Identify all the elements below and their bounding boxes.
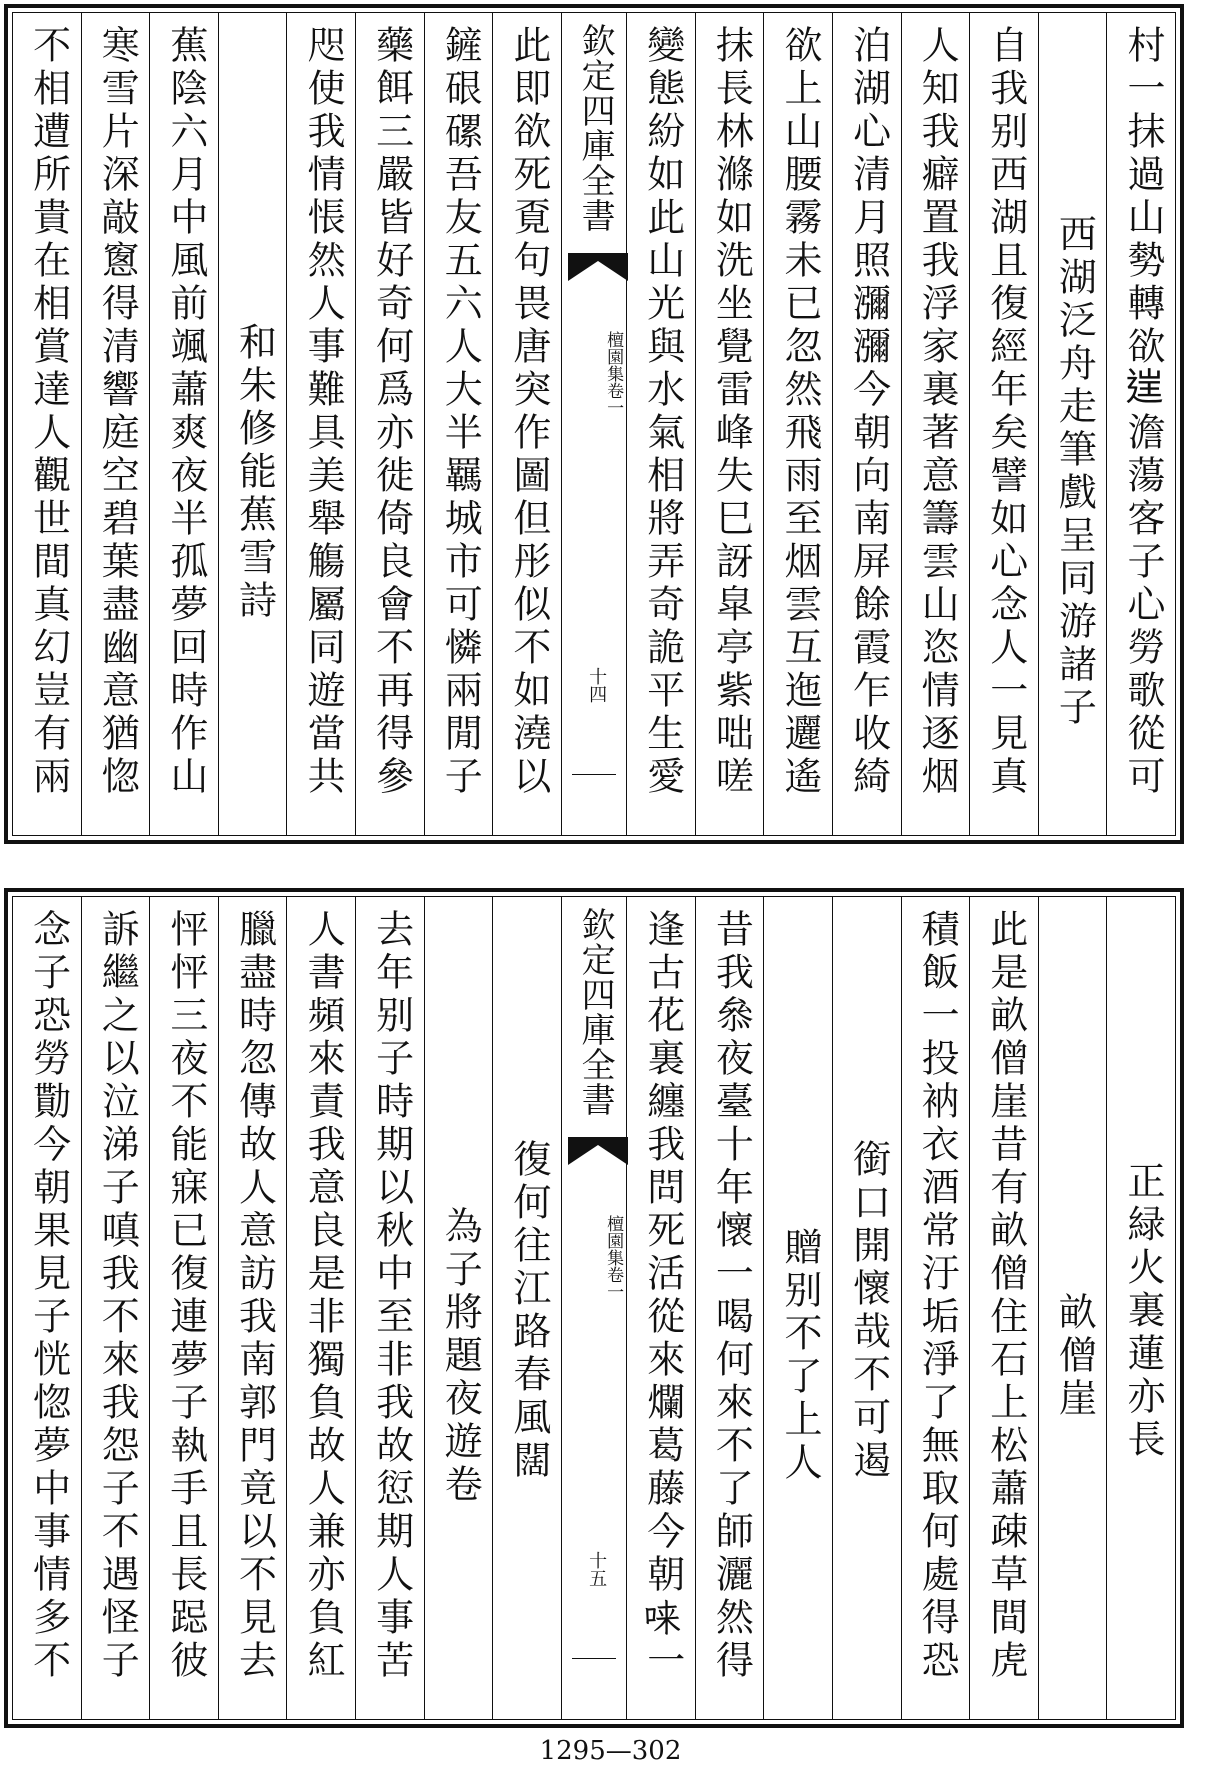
upper-right-column-5 [832,13,901,835]
column-text: 變態紛如此山光與水氣相將弄奇詭平生愛 [640,25,685,799]
column-text: 蕉陰六月中風前颯蕭爽夜半孤夢回時作山 [163,25,208,799]
column-text: 鏟硍磥吾友五六人大半羈城市可憐兩閒子 [438,25,483,799]
column-text: 昔我叅夜臺十年懷一喝何來不了師灑然得 [709,909,754,1683]
fish-tail-mark-icon [568,1137,628,1165]
upper-left-column-3 [355,13,424,835]
lower-right-column-8 [626,897,695,1719]
lower-right-column-7 [695,897,764,1719]
lower-center-fold [561,897,626,1719]
page-footer-number: 1295—302 [539,1736,682,1766]
upper-right-column-3 [969,13,1038,835]
upper-right-column-6 [763,13,832,835]
column-text: 積飯一投衲衣酒常汙垢淨了無取何處得恐 [915,909,960,1683]
fold-rule [572,1658,616,1659]
upper-left-column-6 [149,13,218,835]
leaf-page-number: 十五 [586,1551,608,1587]
upper-center-fold [561,13,626,835]
lower-right-column-6 [763,897,832,1719]
column-text: 逢古花裏纏我問死活從來爛葛藤今朝𫪁一 [640,909,685,1683]
book-volume-label: 檀園集卷一 [603,1214,624,1300]
lower-right-column-4 [901,897,970,1719]
column-text: 不相遭所貴在相賞達人觀世間真幻豈有兩 [26,25,71,799]
column-text: 此即欲死覔句畏唐突作圖但彤似不如澆以 [506,25,551,799]
upper-right-column-7 [695,13,764,835]
column-text: 訴繼之以泣涕子嗔我不來我怨子不遇怪子 [95,909,140,1683]
lower-right-column-5 [832,897,901,1719]
column-text: 念子恐勞勩今朝果見子恍惚夢中事情多不 [26,909,71,1683]
column-text: 欲上山腰霧未已忽然飛雨至烟雲互迤邐遙 [777,25,822,799]
lower-left-column-1 [492,897,561,1719]
column-text: 村一抹過山勢轉欲𨓏澹蕩客子心勞歌從可 [1121,25,1165,799]
leaf-page-number: 十四 [586,667,608,703]
book-volume-label: 檀園集卷一 [603,330,624,416]
lower-right-column-1 [1106,897,1175,1719]
upper-page [4,4,1184,844]
upper-right-column-1 [1106,13,1175,835]
upper-left-column-8 [13,13,81,835]
column-text: 咫使我情悵然人事難具美舉觴屬同遊當共 [301,25,346,799]
column-text: 抹長林滌如洗坐覺雷峰失巳訝皐亭紫咄嗟 [709,25,754,799]
column-text: 人知我癖置我浮家裏著意籌雲山恣情逐烟 [915,25,960,799]
column-text: 寒雪片深敲窻得清響庭空碧葉盡幽意猶惚 [95,25,140,799]
column-text: 臘盡時忽傳故人意訪我南郭門竟以不見去 [232,909,277,1683]
lower-left-column-7 [81,897,150,1719]
lower-left-column-4 [286,897,355,1719]
fish-tail-mark-icon [568,253,628,281]
lower-page-columns [13,897,1175,1719]
column-text: 銜口開懷哉不可遏 [846,1139,891,1483]
column-text: 畝僧崖 [1052,1291,1097,1421]
lower-left-column-3 [355,897,424,1719]
upper-left-column-2 [424,13,493,835]
upper-page-columns [13,13,1175,835]
column-text: 人書頻來責我意良是非獨負故人兼亦負紅 [301,909,346,1683]
upper-left-column-4 [286,13,355,835]
column-text: 此是畝僧崖昔有畝僧住石上松蕭疎草間虎 [983,909,1028,1683]
upper-right-column-4 [901,13,970,835]
column-text: 西湖泛舟走筆戲呈同游諸子 [1052,214,1097,730]
lower-left-column-5 [218,897,287,1719]
upper-left-column-7 [81,13,150,835]
lower-left-column-6 [149,897,218,1719]
upper-right-column-2 [1038,13,1107,835]
lower-right-column-3 [969,897,1038,1719]
column-text: 去年别子時期以秋中至非我故愆期人事苦 [369,909,414,1683]
upper-left-column-1 [492,13,561,835]
lower-page-frame [12,896,1176,1720]
column-text: 復何往江路春風闊 [506,1139,551,1483]
column-text: 自我别西湖且復經年矣譬如心念人一見真 [983,25,1028,799]
fold-rule [572,774,616,775]
lower-left-column-8 [13,897,81,1719]
column-text: 正緑火裏蓮亦長 [1121,1160,1165,1462]
upper-left-column-5 [218,13,287,835]
collection-title: 欽定四庫全書 [575,907,616,1117]
column-text: 為子將題夜遊卷 [438,1205,483,1507]
column-text: 和朱修能蕉雪詩 [232,321,277,623]
collection-title: 欽定四庫全書 [575,23,616,233]
column-text: 藥餌三嚴皆好奇何爲亦徙倚良會不再得參 [369,25,414,799]
lower-page [4,888,1184,1728]
upper-right-column-8 [626,13,695,835]
upper-page-frame [12,12,1176,836]
column-text: 怦怦三夜不能寐已復連夢子執手且長跽彼 [163,909,208,1683]
column-text: 泊湖心清月照瀰瀰今朝向南屏餘霞乍收綺 [846,25,891,799]
lower-right-column-2 [1038,897,1107,1719]
column-text: 贈别不了上人 [777,1227,822,1485]
lower-left-column-2 [424,897,493,1719]
